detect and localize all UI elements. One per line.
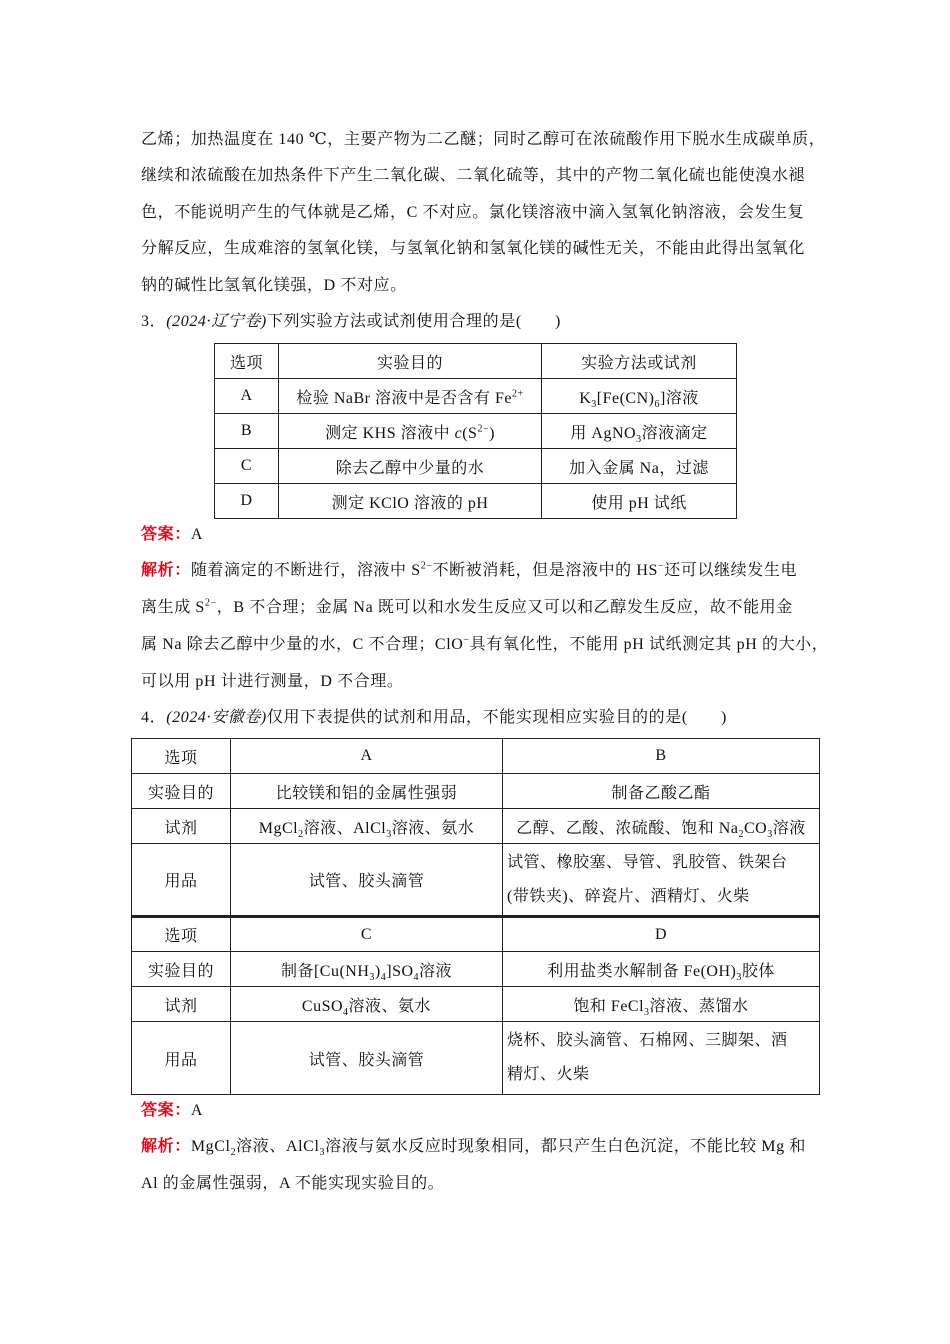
q4-a-items: 试管、胶头滴管 <box>231 844 503 917</box>
q3-header-purpose: 实验目的 <box>279 344 542 379</box>
q4-stem-text: 仅用下表提供的试剂和用品，不能实现相应实验目的的是( ) <box>266 709 727 726</box>
intro-line-5: 钠的碱性比氢氧化镁强，D 不对应。 <box>141 277 407 294</box>
q3-row-c-purpose: 除去乙醇中少量的水 <box>279 449 542 484</box>
table-row <box>215 484 737 519</box>
q4-answer-value: A <box>190 1102 203 1119</box>
q3-header-option: 选项 <box>215 344 279 379</box>
q4-d-purpose: 利用盐类水解制备 $Fe(OH)_3$胶体 <box>503 952 820 987</box>
q3-analysis-line-3: 属 Na 除去乙醇中少量的水，C 不合理；ClO−具有氧化性，不能用 pH 试纸测定其 pH 的大小， <box>141 634 829 653</box>
q3-stem-text: 下列实验方法或试剂使用合理的是( ) <box>266 313 561 330</box>
q3-row-d-option: D <box>215 484 279 519</box>
q4-answer <box>141 1097 203 1120</box>
q4-label-option-1: 选项 <box>132 739 231 774</box>
table-row <box>132 774 820 809</box>
q4-c-items: 试管、胶头滴管 <box>231 1022 503 1095</box>
table-row <box>132 844 820 917</box>
q3-source: (2024·辽宁卷) <box>166 313 267 330</box>
table-row <box>132 952 820 987</box>
q3-stem <box>141 308 561 331</box>
table-row <box>132 809 820 844</box>
q3-row-b-option: B <box>215 414 279 449</box>
q3-analysis-label: 解析： <box>141 562 191 579</box>
q3-header-row <box>215 344 737 379</box>
q3-answer-label: 答案： <box>141 526 191 543</box>
q4-stem <box>141 704 727 727</box>
q3-analysis-line-1: 解析：随着滴定的不断进行，溶液中 $S^{2-}$不断被消耗，但是溶液中的 HS−还可以继续发生电 <box>141 560 798 579</box>
q4-number: 4． <box>141 709 167 726</box>
q4-a-reagent: MgCl$_2$溶液、AlCl$_3$溶液、氨水 <box>231 809 503 844</box>
q4-label-purpose-1: 实验目的 <box>132 774 231 809</box>
q4-table <box>131 738 820 1095</box>
q3-row-c-option: C <box>215 449 279 484</box>
q3-row-a-purpose: 检验 NaBr 溶液中是否含有 $Fe^{2+}$ <box>279 379 542 414</box>
q4-label-items-1: 用品 <box>132 844 231 917</box>
q4-answer-label: 答案： <box>141 1102 191 1119</box>
table-row <box>132 1022 820 1095</box>
intro-line-2: 继续和浓硫酸在加热条件下产生二氧化碳、二氧化硫等，其中的产物二氧化硫也能使溴水褪 <box>141 167 806 184</box>
q4-c-reagent: CuSO$_4$溶液、氨水 <box>231 987 503 1022</box>
q4-option-b: B <box>503 739 820 774</box>
table-row <box>132 987 820 1022</box>
q4-option-a: A <box>231 739 503 774</box>
q3-answer-value: A <box>190 526 203 543</box>
q3-row-d-purpose: 测定 KClO 溶液的 pH <box>279 484 542 519</box>
q4-d-items: 烧杯、胶头滴管、石棉网、三脚架、酒 精灯、火柴 <box>503 1022 820 1095</box>
q4-b-purpose: 制备乙酸乙酯 <box>503 774 820 809</box>
q3-row-d-method: 使用 pH 试纸 <box>542 484 737 519</box>
table-row <box>132 739 820 774</box>
q4-option-d: D <box>503 917 820 952</box>
q4-c-purpose: 制备$[Cu(NH_3)_4]SO_4$溶液 <box>231 952 503 987</box>
q3-row-b-method: 用 AgNO$_3$溶液滴定 <box>542 414 737 449</box>
q4-analysis-label: 解析： <box>141 1138 191 1155</box>
q3-analysis-line-2: 离生成 $S^{2-}$，B 不合理；金属 Na 既可以和水发生反应又可以和乙醇发生反应，故不能用金 <box>141 597 793 616</box>
q4-a-purpose: 比较镁和铝的金属性强弱 <box>231 774 503 809</box>
table-row <box>132 917 820 952</box>
q4-analysis-line-1: 解析：MgCl$_2$溶液、AlCl$_3$溶液与氨水反应时现象相同，都只产生白色沉淀，不能比较 Mg 和 <box>141 1138 806 1159</box>
intro-line-3: 色，不能说明产生的气体就是乙烯，C 不对应。氯化镁溶液中滴入氢氧化钠溶液，会发生复 <box>141 204 805 221</box>
q4-label-reagent-1: 试剂 <box>132 809 231 844</box>
q3-analysis-line-4: 可以用 pH 计进行测量，D 不合理。 <box>141 673 404 690</box>
q3-header-method: 实验方法或试剂 <box>542 344 737 379</box>
q4-label-option-2: 选项 <box>132 917 231 952</box>
q3-row-b-purpose: 测定 KHS 溶液中 $c(S^{2-})$ <box>279 414 542 449</box>
table-row <box>215 449 737 484</box>
q3-row-c-method: 加入金属 Na，过滤 <box>542 449 737 484</box>
q3-row-a-option: A <box>215 379 279 414</box>
q3-row-a-method: $K_3[Fe(CN)_6]$溶液 <box>542 379 737 414</box>
table-row <box>215 414 737 449</box>
q3-number: 3． <box>141 313 167 330</box>
q4-source: (2024·安徽卷) <box>166 709 267 726</box>
q4-option-c: C <box>231 917 503 952</box>
intro-line-4: 分解反应，生成难溶的氢氧化镁，与氢氧化钠和氢氧化镁的碱性无关，不能由此得出氢氧化 <box>141 240 806 257</box>
q4-label-purpose-2: 实验目的 <box>132 952 231 987</box>
q4-b-reagent: 乙醇、乙酸、浓硫酸、饱和 $Na_2CO_3$溶液 <box>503 809 820 844</box>
q4-analysis-line-2: Al 的金属性强弱，A 不能实现实验目的。 <box>141 1175 445 1192</box>
q4-label-items-2: 用品 <box>132 1022 231 1095</box>
table-row <box>215 379 737 414</box>
q4-b-items: 试管、橡胶塞、导管、乳胶管、铁架台 (带铁夹)、碎瓷片、酒精灯、火柴 <box>503 844 820 917</box>
q3-answer <box>141 521 203 544</box>
q4-d-reagent: 饱和 FeCl$_3$溶液、蒸馏水 <box>503 987 820 1022</box>
intro-line-1: 乙烯；加热温度在 140 ℃，主要产物为二乙醚；同时乙醇可在浓硫酸作用下脱水生成碳单质， <box>141 131 826 148</box>
q3-table <box>214 343 737 519</box>
q4-label-reagent-2: 试剂 <box>132 987 231 1022</box>
